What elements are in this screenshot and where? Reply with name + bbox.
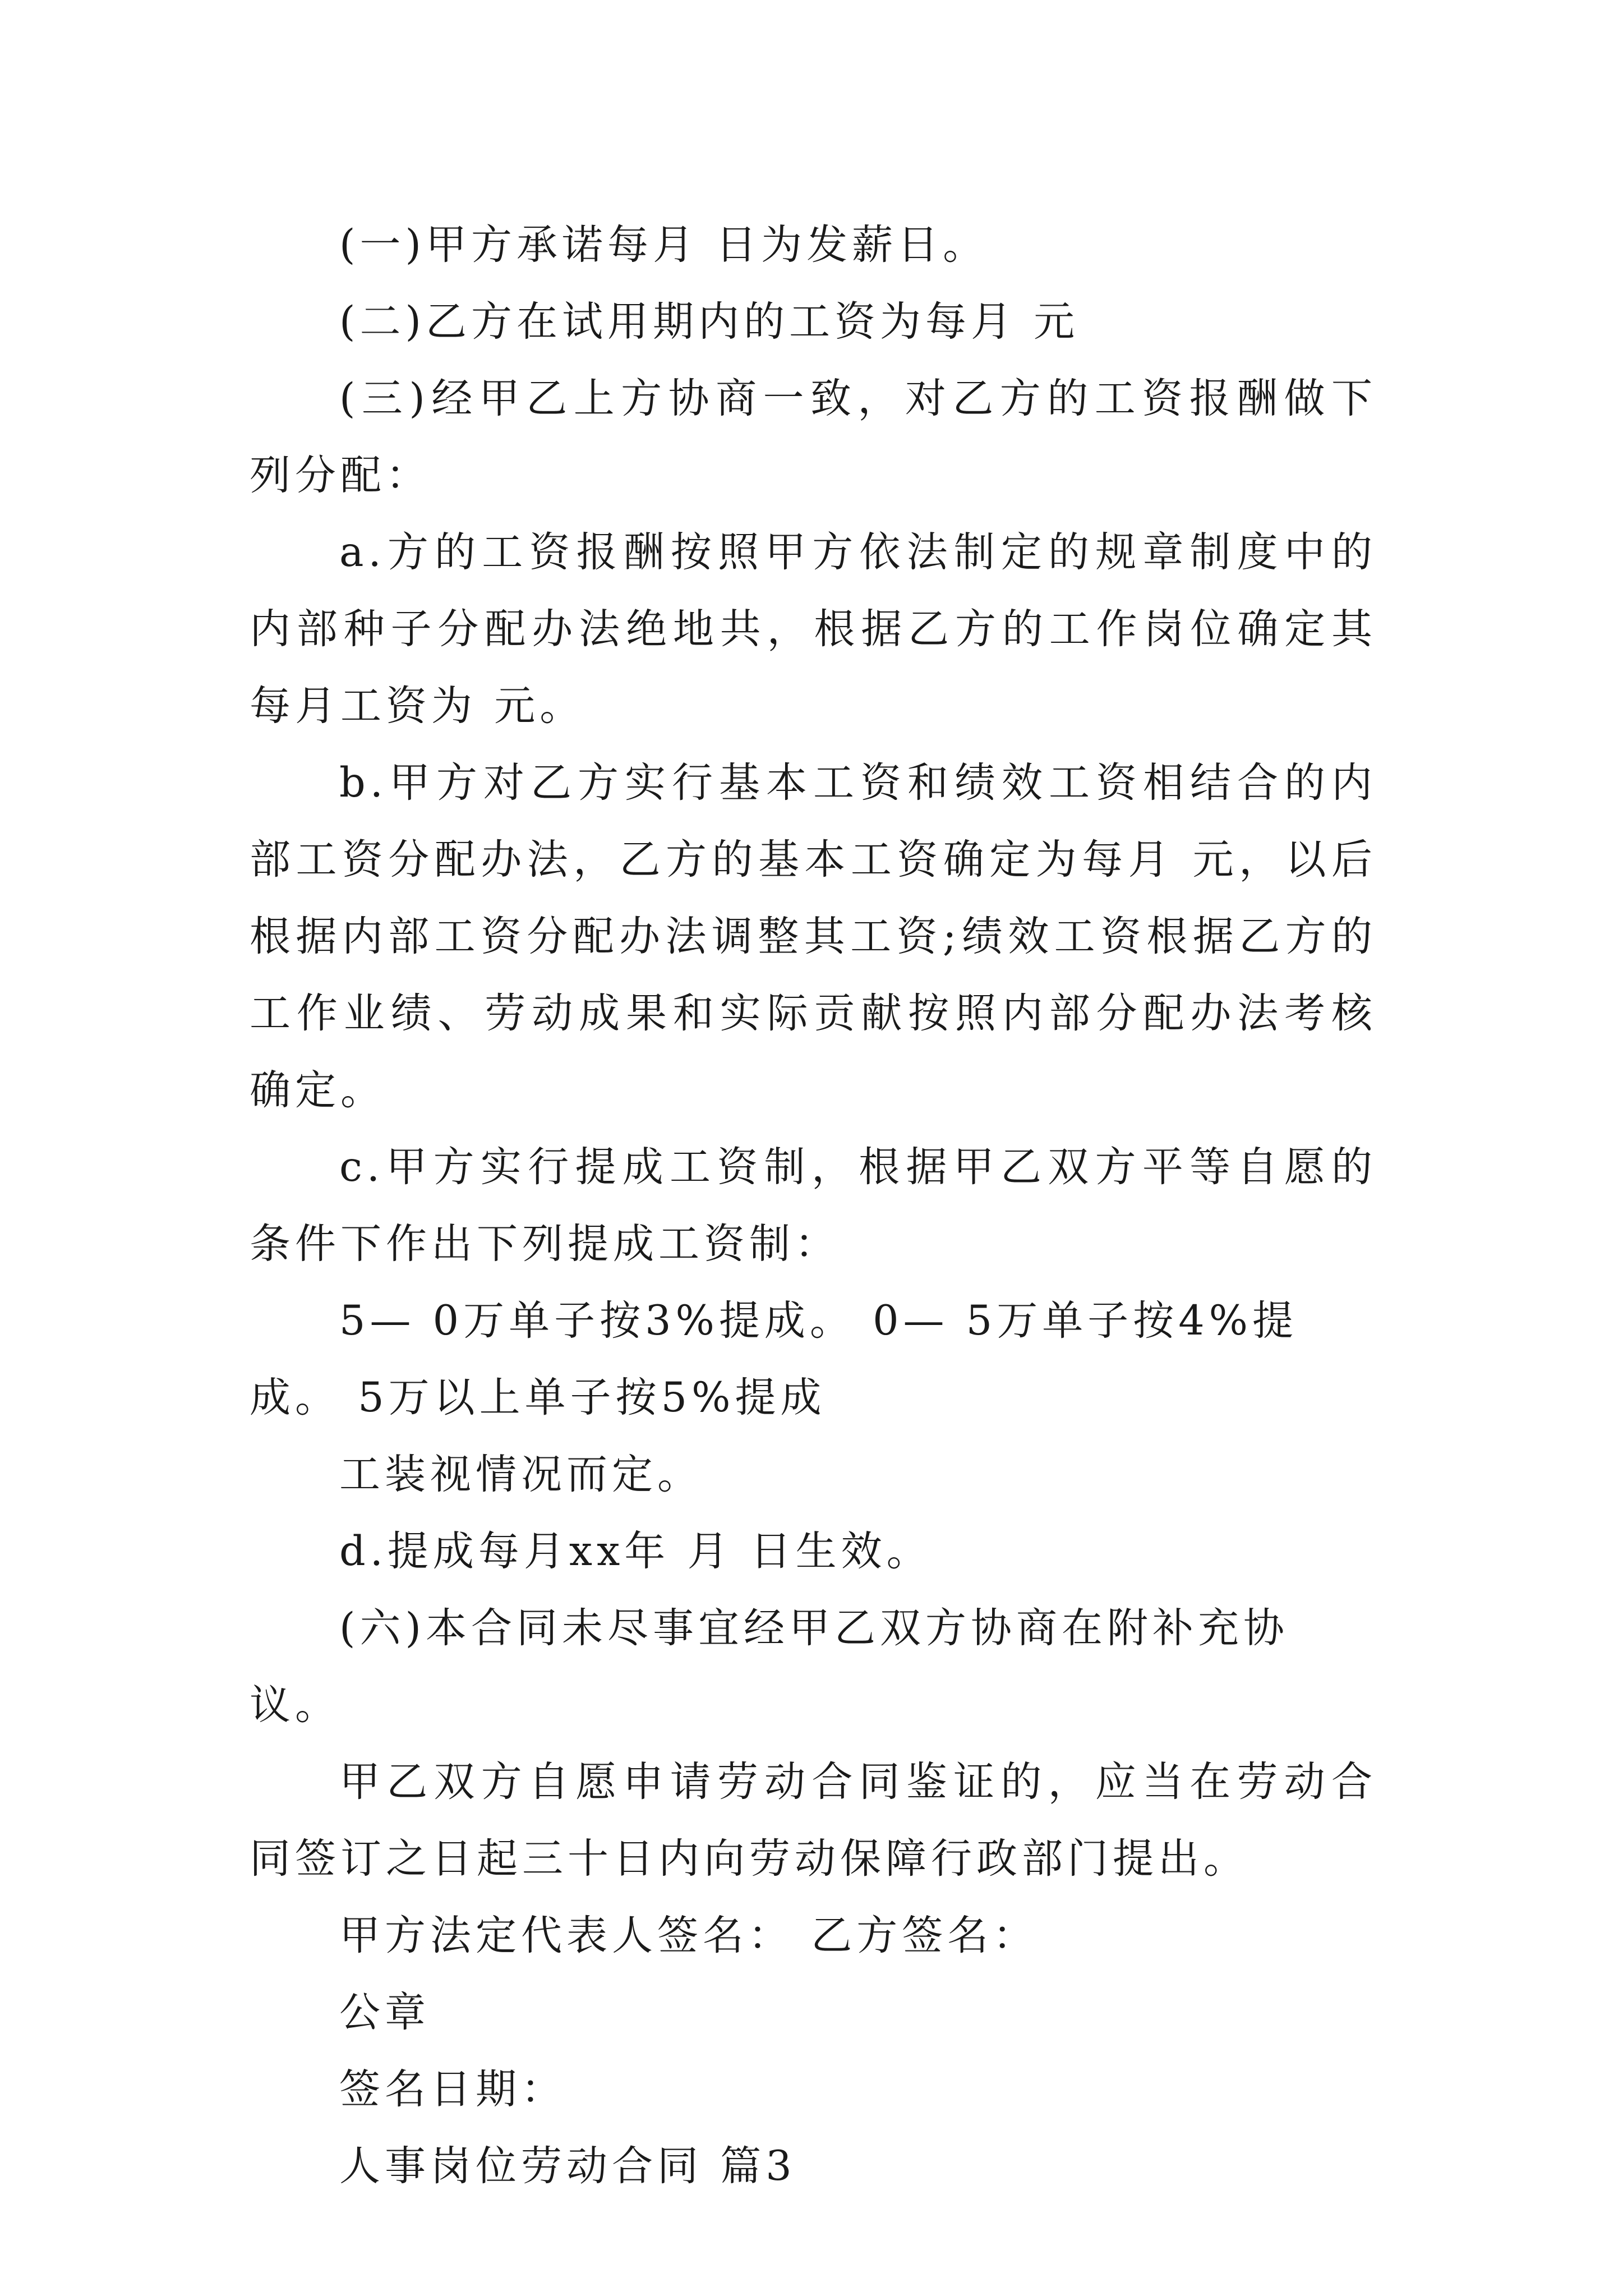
signature-line: 甲方法定代表人签名： 乙方签名： <box>339 1912 1039 1959</box>
uniform-note: 工装视情况而定。 <box>339 1451 703 1498</box>
clause-salary-distribution: (三)经甲乙上方协商一致，对乙方的工资报酬做下列分配： <box>250 375 1377 499</box>
clause-supplementary: (六)本合同未尽事宜经甲乙双方协商在附补充协议。 <box>250 1604 1289 1729</box>
clause-item-b: b.甲方对乙方实行基本工资和绩效工资相结合的内部工资分配办法，乙方的基本工资确定为每月 元，以后根据内部工资分配办法调整其工资;绩效工资根据乙方的工作业绩、劳动成果和实际贡献按照内部分配办法考核确定。 <box>250 759 1377 1114</box>
official-seal-label: 公章 <box>339 1989 430 2036</box>
clause-payday: (一)甲方承诺每月 日为发薪日。 <box>339 221 989 269</box>
clause-item-d: d.提成每月xx年 月 日生效。 <box>339 1527 932 1575</box>
clause-item-c: c.甲方实行提成工资制，根据甲乙双方平等自愿的条件下作出下列提成工资制： <box>250 1143 1377 1268</box>
document-body <box>250 206 1377 2205</box>
clause-item-a: a.方的工资报酬按照甲方依法制定的规章制度中的内部种子分配办法绝地共，根据乙方的工作岗位确定其每月工资为 元。 <box>250 528 1377 730</box>
signature-date-label: 签名日期： <box>339 2065 566 2113</box>
clause-probation-salary: (二)乙方在试用期内的工资为每月 元 <box>339 298 1080 346</box>
clause-verification: 甲乙双方自愿申请劳动合同鉴证的，应当在劳动合同签订之日起三十日内向劳动保障行政部门提出。 <box>250 1758 1377 1883</box>
section-heading: 人事岗位劳动合同 篇3 <box>339 2142 796 2190</box>
commission-rates: 5— 0万单子按3%提成。 0— 5万单子按4%提成。 5万以上单子按5%提成 <box>250 1297 1298 1421</box>
